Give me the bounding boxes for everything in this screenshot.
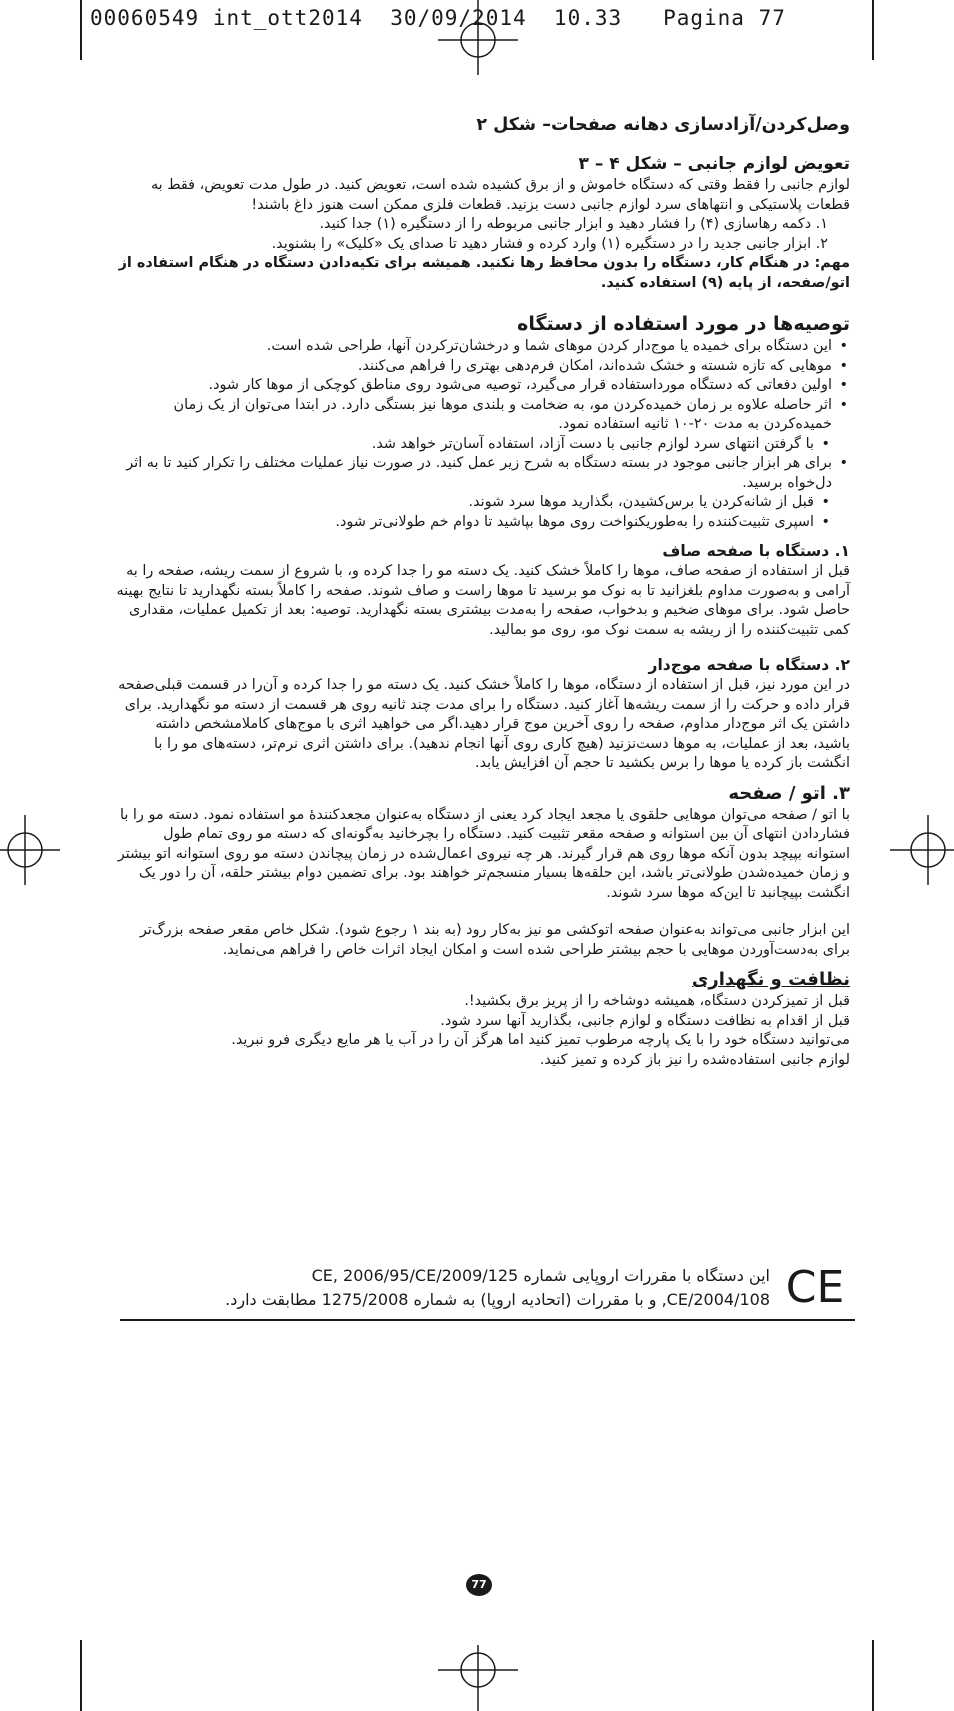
- important-note: مهم: در هنگام کار، دستگاه را بدون محافظ رها نکنید. همیشه برای تکیه‌دادن دستگاه در هنگام استفاده از اتو/صفحه، از پایه (۹) استفاده کنید.: [118, 255, 850, 291]
- tip-2: • موهایی که تازه شسته و خشک شده‌اند، امکان فرم‌دهی بهتری را فراهم می‌کنند.: [115, 357, 832, 377]
- job-id: 00060549: [90, 6, 200, 30]
- iron-heading: ۳. اتو / صفحه: [728, 782, 850, 804]
- tip-8: • اسپری تثبیت‌کننده را به‌طوریکنواخت روی موها بپاشید تا دوام خم طولانی‌تر شود.: [115, 513, 832, 533]
- flat-plate-heading: ۱. دستگاه با صفحه صاف: [662, 542, 850, 560]
- tip-5: • با گرفتن انتهای سرد لوازم جانبی با دست آزاد، استفاده آسان‌تر خواهد شد.: [115, 435, 832, 455]
- registration-mark-left: [0, 800, 60, 900]
- wavy-plate-paragraph: در این مورد نیز، قبل از استفاده از دستگاه، موها را کاملاً خشک کنید. یک دسته مو را جدا کرده و آن‌را در قسمت قبلی‌صفحه قرار داده و حرکت را از سمت ریشه‌ها آغاز کنید. دستگاه را برای مدت چند ثانیه روی هر قسمت از دسته مو نگهدارید. برای داشتن یک اثر موج‌دار مداوم، صفحه را روی آخرین موج قرار دهید.اگر می خواهید اثری با موج‌های کاملامشخص داشته باشید، بعد از عملیات، به موها دست‌نزنید (هیچ کاری روی آنها انجام ندهید). برای داشتن اثری نرم‌تر، دسته‌های مو را با انگشت باز کرده یا موها را برس بکشید تا حجم آن افزایش یابد.: [118, 677, 850, 771]
- tips-list: [115, 337, 850, 532]
- ce-line-1: این دستگاه با مقررات اروپایی شماره 2009/125/CE, 2006/95/CE: [311, 1266, 770, 1285]
- crop-mark-top-right: [872, 0, 874, 60]
- registration-mark-right: [890, 800, 954, 900]
- tips-heading: توصیه‌ها در مورد استفاده از دستگاه: [517, 313, 850, 335]
- page-label: Pagina 77: [663, 6, 786, 30]
- ce-mark-icon: [780, 1264, 850, 1308]
- tip-4: • اثر حاصله علاوه بر زمان خمیده‌کردن مو، به ضخامت و بلندی موها نیز بستگی دارد. در ابتدا می‌توان از یک زمان خمیده‌کردن به مدت ۲۰-۱۰ ثانیه استفاده نمود.: [115, 396, 832, 435]
- registration-mark-bottom: [438, 1640, 518, 1711]
- iron-paragraph: با اتو / صفحه می‌توان موهایی حلقوی یا مجعد ایجاد کرد یعنی از دستگاه به‌عنوان مجعدکنندهٔ مو استفاده نمود. دسته مو را با فشاردادن انتهای آن بین استوانه و صفحه مقعر تثبیت کنید. دستگاه را بچرخانید به‌گونه‌ای که دسته مو روی تمام طول استوانه بپیچد بدون آنکه موها روی هم قرار گیرند. هر چه نیروی اعمال‌شده در زمان پیچاندن دسته مو روی استوانه اتو بیشتر و زمان خمیده‌شدن طولانی‌تر باشد، این حلقه‌ها بسیار منسجم‌تر خواهند بود. برای تضمین دوام بیشتر حلقه، آن را دور یک انگشت بپیچانبد تا این‌که موها سرد شوند.: [117, 806, 850, 901]
- ce-compliance: [130, 1262, 850, 1314]
- crop-mark-bottom-left: [80, 1640, 82, 1711]
- replace-steps: [115, 215, 850, 254]
- ce-line-2: 2004/108/CE, و با مقررات (اتحادیه اروپا) به شماره 1275/2008 مطابقت دارد.: [225, 1290, 770, 1309]
- attach-heading: وصل‌کردن/آزادسازی دهانه صفحات– شکل ۲: [476, 115, 850, 135]
- step-1: ۱. دکمه رهاسازی (۴) را فشار دهید و ابزار جانبی مربوطه را از دستگیره (۱) جدا کنید.: [319, 216, 828, 232]
- care-line-1: قبل از تمیزکردن دستگاه، همیشه دوشاخه را از پریز برق بکشید!.: [464, 993, 850, 1009]
- crop-mark-top-left: [80, 0, 82, 60]
- care-line-4: لوازم جانبی استفاده‌شده را نیز باز کرده و تمیز کنید.: [539, 1051, 850, 1068]
- footer-rule: [120, 1319, 855, 1321]
- tip-3: • اولین دفعاتی که دستگاه مورداستفاده قرار می‌گیرد، توصیه می‌شود روی مناطق کوچکی از موها کار شود.: [115, 376, 832, 396]
- replace-paragraph: لوازم جانبی را فقط وقتی که دستگاه خاموش و از برق کشیده شده است، تعویض کنید. در طول مدت تعویض، فقط به قطعات پلاستیکی و انتهاهای سرد لوازم جانبی دست بزنید. قطعات فلزی ممکن است هنوز داغ باشند!: [150, 177, 850, 213]
- flat-plate-paragraph: قبل از استفاده از صفحه صاف، موها را کاملاً خشک کنید. یک دسته مو را جدا کرده و، با شروع از سمت ریشه، صفحه را به آرامی و به‌صورت مداوم بلغزانید تا به نوک مو برسید تا موها راست و صاف شوند. صفحه را کاملاً بسته نگهدارید تا نتایج بهینه حاصل شود. برای موهای ضخیم و بدخواب، صفحه را به‌مدت بیشتری بسته نگهدارید. توصیه: بعد از تکمیل عملیات، مقداری کمی تثبیت‌کننده را از ریشه به سمت نوک مو، روی مو بمالید.: [116, 563, 850, 638]
- care-line-2: قبل از اقدام به نظافت دستگاه و لوازم جانبی، بگذارید آنها سرد شود.: [440, 1012, 850, 1029]
- wavy-plate-heading: ۲. دستگاه با صفحه موج‌دار: [648, 656, 850, 674]
- tip-7: • قبل از شانه‌کردن یا برس‌کشیدن، بگذارید موها سرد شوند.: [115, 493, 832, 513]
- svg-text:CE: CE: [785, 1264, 845, 1308]
- document-body: [115, 112, 850, 1070]
- print-slug: [90, 6, 870, 34]
- crop-mark-bottom-right: [872, 1640, 874, 1711]
- iron-paragraph-2: این ابزار جانبی می‌تواند به‌عنوان صفحه اتوکشی مو نیز به‌کار رود (به بند ۱ رجوع شود). شکل خاص مقعر صفحه بزرگ‌تر برای به‌دست‌آوردن موهایی با حجم بیشتر طراحی شده است و امکان ایجاد اثرات خاص را فراهم می‌نماید.: [139, 922, 850, 958]
- tip-6: • برای هر ابزار جانبی موجود در بسته دستگاه به شرح زیر عمل کنید. در صورت نیاز عملیات مختلف را تکرار کنید تا به اثر دل‌خواه برسید.: [115, 454, 832, 493]
- step-2: ۲. ابزار جانبی جدید را در دستگیره (۱) وارد کرده و فشار دهید تا صدای یک «کلیک» را بشنوید.: [271, 235, 828, 252]
- care-line-3: می‌توانید دستگاه خود را با یک پارچه مرطوب تمیز کنید اما هرگز آن را در آب یا هر مایع دیگری فرو نبرید.: [231, 1032, 850, 1048]
- replace-heading: تعویض لوازم جانبی – شکل ۴ – ۳: [578, 154, 850, 174]
- ce-statement: [225, 1264, 770, 1312]
- file-name: int_ott2014: [212, 6, 363, 30]
- tip-1: • این دستگاه برای خمیده یا موج‌دار کردن موهای شما و درخشان‌ترکردن آنها، طراحی شده است.: [115, 337, 832, 357]
- page-number-badge: 77: [466, 1574, 492, 1596]
- care-heading: نظافت و نگهداری: [691, 969, 850, 990]
- print-date: 30/09/2014: [390, 6, 527, 30]
- print-time: 10.33: [553, 6, 623, 30]
